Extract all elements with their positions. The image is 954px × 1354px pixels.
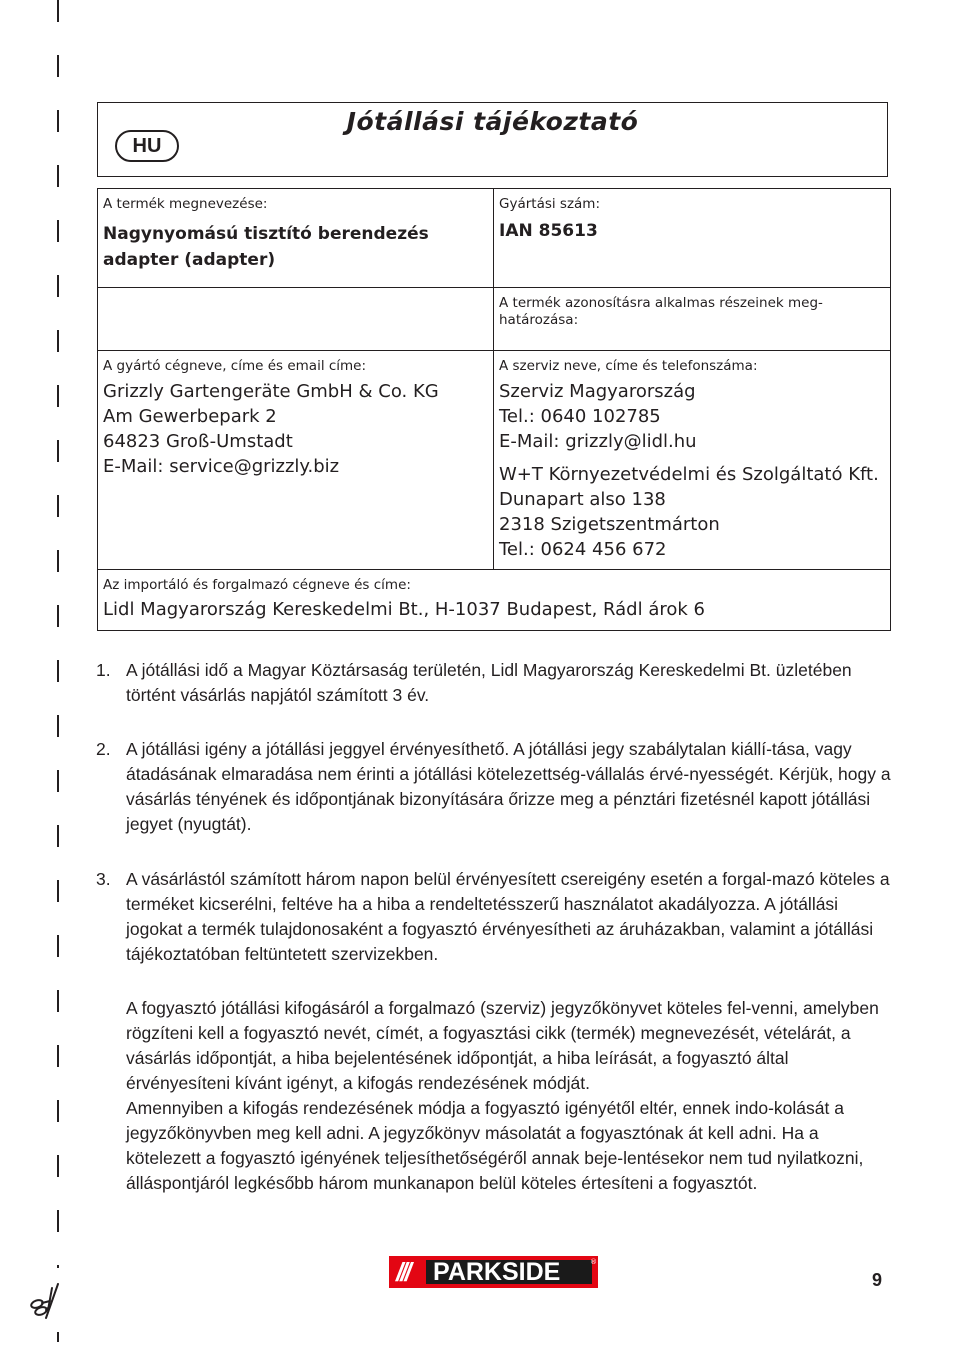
manufacturer-line: Am Gewerbepark 2 bbox=[103, 406, 277, 427]
service-line: W+T Környezetvédelmi és Szolgáltató Kft. bbox=[499, 464, 879, 485]
importer-label: Az importáló és forgalmazó cégneve és címe: bbox=[103, 577, 411, 593]
logo-text: PARKSIDE bbox=[433, 1258, 561, 1286]
service-address-1 bbox=[499, 379, 885, 454]
table-row bbox=[98, 351, 891, 570]
parkside-logo bbox=[389, 1256, 598, 1288]
product-name-label: A termék megnevezése: bbox=[103, 196, 268, 212]
manufacturer-cell bbox=[98, 351, 494, 570]
warranty-info-table bbox=[97, 188, 891, 631]
service-label: A szerviz neve, címe és telefonszáma: bbox=[499, 358, 758, 374]
service-line: Tel.: 0624 456 672 bbox=[499, 539, 667, 560]
list-number: 2. bbox=[96, 739, 111, 759]
paragraph-text: A vásárlástól számított három napon belül érvényesített csereigény esetén a forgal-mazó köteles a terméket kicserélni, feltéve ha a hiba a rendeltetésszerű használatot akadályozza. A jótállási jogokat a termék tulajdonosaként a fogyasztó érvényesítheti az áruházakban, valamint a jótállási tájékoztatóban feltüntetett szervizekben. bbox=[126, 869, 890, 964]
scissors-icon bbox=[28, 1280, 62, 1322]
service-cell bbox=[494, 351, 891, 570]
page-title: Jótállási tájékoztató bbox=[346, 107, 639, 136]
service-line: Dunapart also 138 bbox=[499, 489, 666, 510]
product-name-cell bbox=[98, 189, 494, 288]
service-line: E-Mail: grizzly@lidl.hu bbox=[499, 431, 697, 452]
logo-registered-mark: ® bbox=[590, 1258, 597, 1266]
paragraph-text: Amennyiben a kifogás rendezésének módja a fogyasztó igényétől eltér, ennek indo-kolását a jegyzőkönyvben meg kell adni. A jegyzőkönyv másolatát a fogyasztónak át kell adni. Ha a kötelezett a fogyasztó igényének teljesíthetőségéről annak beje-lentésekor nem tud nyilatkozni, álláspontjáról legkésőbb három munkanapon belül köteles értesíteni a fogyasztót. bbox=[126, 1098, 864, 1193]
importer-value: Lidl Magyarország Kereskedelmi Bt., H-1037 Budapest, Rádl árok 6 bbox=[103, 599, 705, 620]
list-number: 1. bbox=[96, 660, 111, 680]
serial-number-label: Gyártási szám: bbox=[499, 196, 601, 212]
manufacturer-label: A gyártó cégneve, címe és email címe: bbox=[103, 358, 367, 374]
manufacturer-line: 64823 Groß-Umstadt bbox=[103, 431, 293, 452]
table-row bbox=[98, 288, 891, 351]
country-badge: HU bbox=[115, 130, 179, 162]
table-row bbox=[98, 189, 891, 288]
empty-cell bbox=[98, 288, 494, 351]
paragraph-text: A fogyasztó jótállási kifogásáról a forgalmazó (szerviz) jegyzőkönyvet köteles fel-venni, amelyben rögzíteni kell a fogyasztó nevét, címét, a fogyasztási cikk (termék) megnevezését, vételárát, a vásárlás időpontját, a hiba bejelentésének időpontját, a hiba leírását, a fogyasztó által érvényesíteni kívánt igényt, a kifogás rendezésének módját. bbox=[126, 998, 879, 1093]
service-line: Szerviz Magyarország bbox=[499, 381, 696, 402]
title-box bbox=[97, 102, 888, 177]
service-address-2 bbox=[499, 462, 885, 562]
paragraph-text: A jótállási igény a jótállási jeggyel érvényesíthető. A jótállási jegy szabálytalan kiállí-tása, vagy átadásának elmaradása nem érinti a jótállási kötelezettség-vállalás érvé-nyességét. Kérjük, hogy a vásárlás tényének és időpontjának bizonyítására őrizze meg a pénztári fizetésnél kapott jótállási jegyet (nyugtát). bbox=[126, 739, 891, 834]
manufacturer-line: Grizzly Gartengeräte GmbH & Co. KG bbox=[103, 381, 439, 402]
cut-line bbox=[57, 0, 59, 1354]
service-line: Tel.: 0640 102785 bbox=[499, 406, 661, 427]
importer-cell bbox=[98, 570, 891, 631]
product-name-value: Nagynyomású tisztító berendezés adapter (adapter) bbox=[103, 224, 429, 270]
serial-number-cell bbox=[494, 189, 891, 288]
identification-cell bbox=[494, 288, 891, 351]
warranty-terms bbox=[96, 658, 896, 1196]
list-item bbox=[96, 658, 896, 708]
identification-label: A termék azonosításra alkalmas részeinek meg-határozása: bbox=[499, 295, 823, 328]
service-line: 2318 Szigetszentmárton bbox=[499, 514, 720, 535]
manufacturer-line: E-Mail: service@grizzly.biz bbox=[103, 456, 340, 477]
list-item bbox=[96, 737, 896, 837]
list-item bbox=[96, 867, 896, 1196]
paragraph-text: A jótállási idő a Magyar Köztársaság területén, Lidl Magyarország Kereskedelmi Bt. üzletében történt vásárlás napjától számított 3 év. bbox=[126, 660, 852, 705]
manufacturer-address bbox=[103, 379, 488, 479]
serial-number-value: IAN 85613 bbox=[499, 221, 598, 241]
page-number: 9 bbox=[872, 1270, 883, 1290]
list-number: 3. bbox=[96, 869, 111, 889]
logo-slashes: /// bbox=[396, 1257, 409, 1287]
table-row bbox=[98, 570, 891, 631]
